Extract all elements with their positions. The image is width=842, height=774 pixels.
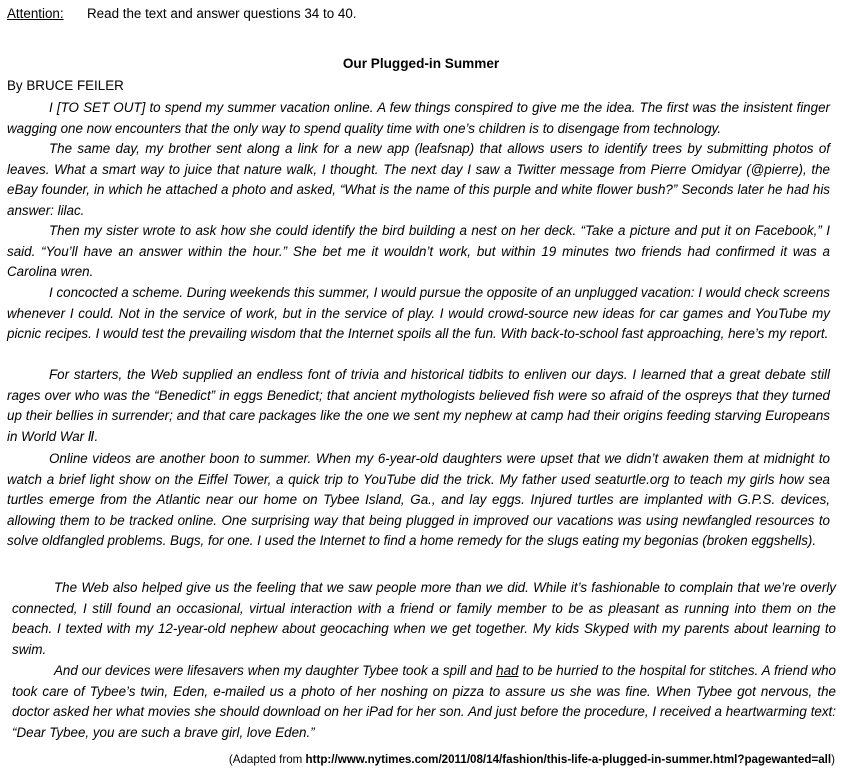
- source-suffix: ): [831, 753, 835, 766]
- paragraph-8: And our devices were lifesavers when my daughter Tybee took a spill and had to be hurried to the hospital for stitches. A friend who took care of Tybee’s twin, Eden, e-mailed us a photo of her noshing on pizza to assure us she was fine. When Tybee got nervous, the doctor asked her what movies she should download on her iPad for her son. And just before the procedure, I received a heartwarming text: “Dear Tybee, you are such a brave girl, love Eden.”: [12, 663, 836, 740]
- paragraph-7: The Web also helped give us the feeling that we saw people more than we did. While it’s fashionable to complain that we’re overly connected, I still found an occasional, virtual interaction with a friend or family member to be as pleasant as running into them on the beach. I texted with my 12-year-old nephew about geocaching when we get together. My kids Skyped with my parents about learning to swim.: [12, 580, 836, 657]
- paragraph-2: The same day, my brother sent along a link for a new app (leafsnap) that allows users to identify trees by submitting photos of leaves. What a smart way to juice that nature walk, I thought. The next day I saw a Twitter message from Pierre Omidyar (@pierre), the eBay founder, in which he attached a photo and asked, “What is the name of this purple and white flower bush?” Seconds later he had his answer: lilac.: [7, 141, 830, 218]
- paragraph-3: Then my sister wrote to ask how she could identify the bird building a nest on her deck. “Take a picture and put it on Facebook,” I said. “You’ll have an answer within the hour.” She bet me it wouldn’t work, but within 19 minutes two friends had confirmed it was a Carolina wren.: [7, 223, 830, 280]
- attention-line: [7, 6, 357, 22]
- source-prefix: (Adapted from: [228, 753, 306, 766]
- paragraph-5: For starters, the Web supplied an endless font of trivia and historical tidbits to enliven our days. I learned that a great debate still rages over who was the “Benedict” in eggs Benedict; that ancient mythologists believed fish were so afraid of the ospreys that they turned up their bellies in surrender; and that care packages like the one we sent my nephew at camp had their origins feeding starving Europeans in World War Ⅱ.: [7, 367, 830, 444]
- paragraph-6: Online videos are another boon to summer. When my 6-year-old daughters were upset that we didn’t awaken them at midnight to watch a brief light show on the Eiffel Tower, a quick trip to YouTube did the trick. My father used seaturtle.org to teach my girls how sea turtles emerge from the Atlantic near our home on Tybee Island, Ga., and lay eggs. Injured turtles are implanted with G.P.S. devices, allowing them to be tracked online. One surprising way that being plugged in improved our vacations was using newfangled resources to solve oldfangled problems. Bugs, for one. I used the Internet to find a home remedy for the slugs eating my begonias (broken eggshells).: [7, 451, 830, 549]
- article-title: Our Plugged-in Summer: [342, 56, 500, 71]
- paragraph-4: I concocted a scheme. During weekends this summer, I would pursue the opposite of an unplugged vacation: I would check screens whenever I could. Not in the service of work, but in the service of play. I would crowd-source new ideas for car games and YouTube my picnic recipes. I would test the prevailing wisdom that the Internet spoils all the fun. With back-to-school fast approaching, here’s my report.: [7, 285, 830, 342]
- article-byline: By BRUCE FEILER: [7, 78, 124, 93]
- instruction-text: Read the text and answer questions 34 to 40.: [87, 6, 357, 21]
- source-citation: [229, 753, 835, 767]
- paragraph-1: I [TO SET OUT] to spend my summer vacation online. A few things conspired to give me the idea. The first was the insistent finger wagging one now encounters that the only way to spend quality time with one’s children is to disengage from technology.: [7, 100, 830, 136]
- attention-label: Attention:: [7, 6, 64, 21]
- source-url: http://www.nytimes.com/2011/08/14/fashion/this-life-a-plugged-in-summer.html?pagewanted=all: [305, 753, 832, 766]
- emphasized-word: had: [496, 663, 519, 678]
